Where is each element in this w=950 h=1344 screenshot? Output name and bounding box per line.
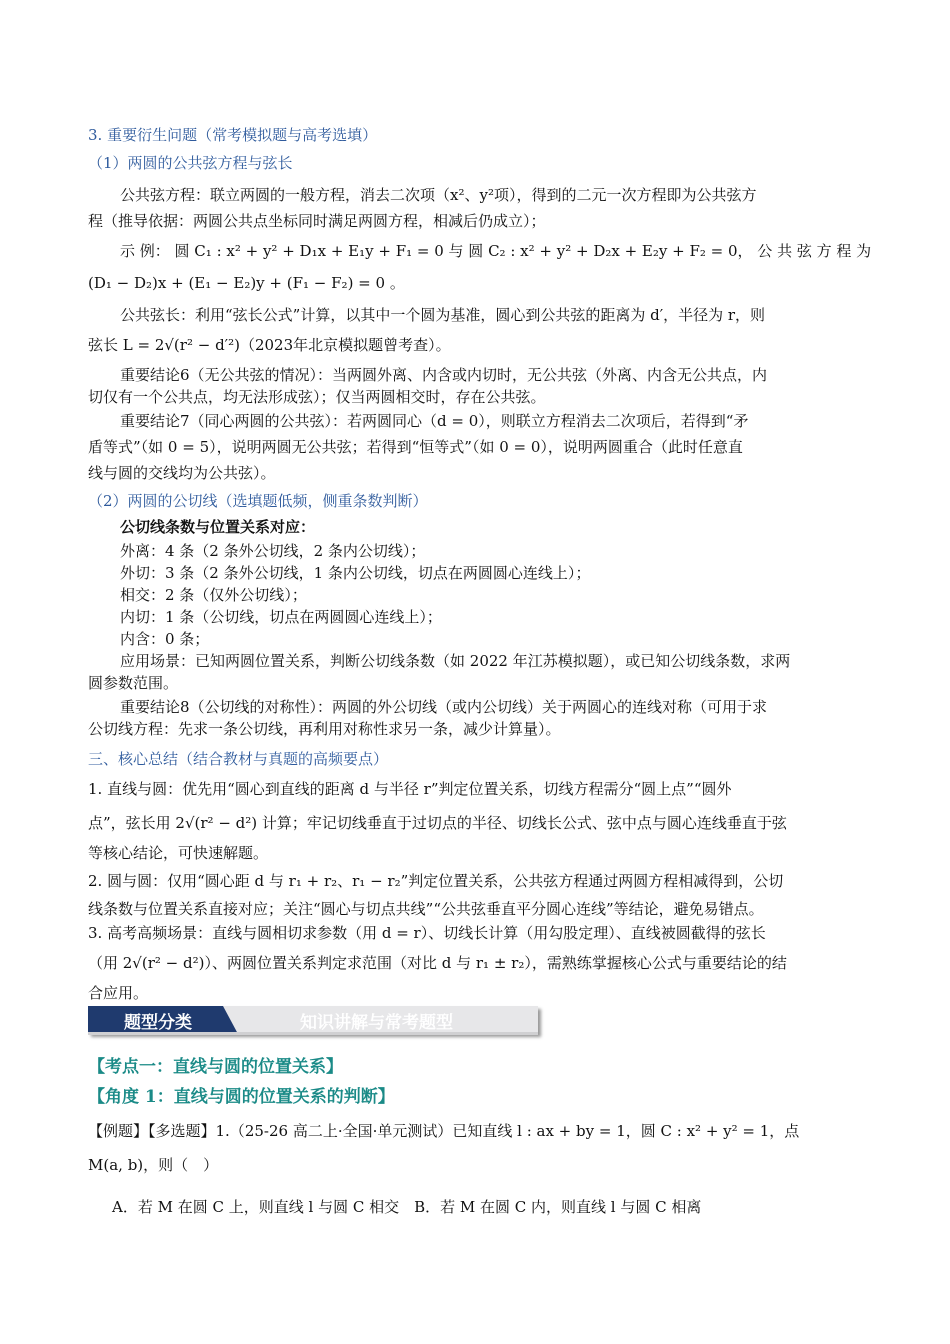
kaodian-heading: 【考点一：直线与圆的位置关系】 (88, 1057, 343, 1077)
tangent-item: 相交：2 条（仅外公切线）； (120, 586, 307, 604)
section-derived-title: 3. 重要衍生问题（常考模拟题与高考选填） (88, 126, 378, 144)
example-options: A．若 M 在圆 C 上，则直线 l 与圆 C 相交 B．若 M 在圆 C 内，则直线 l 与圆 C 相离 (112, 1198, 702, 1216)
example-paragraph: 示 例： 圆 C₁ : x² + y² + D₁x + E₁y + F₁ = 0 与 圆 C₂ : x² + y² + D₂x + E₂y + F₂ = 0， 公 共 弦 方 程 为 (120, 242, 872, 260)
example-paragraph-2: (D₁ − D₂)x + (E₁ − E₂)y + (F₁ − F₂) = 0 。 (88, 274, 405, 292)
tangent-item: 外切：3 条（2 条外公切线，1 条内公切线，切点在两圆圆心连线上）； (120, 564, 591, 582)
section-tangent-title: （2）两圆的公切线（选填题低频，侧重条数判断） (88, 492, 428, 510)
application-paragraph-2: 圆参数范围。 (88, 674, 179, 692)
example-question: 【例题】【多选题】1.（25-26 高二上·全国·单元测试）已知直线 l : ax + by = 1，圆 C : x² + y² = 1，点 (88, 1122, 800, 1140)
summary-1: 1. 直线与圆：优先用“圆心到直线的距离 d 与半径 r”判定位置关系，切线方程需分“圆上点”“圆外 (88, 780, 732, 798)
chord-length-paragraph: 公共弦长：利用“弦长公式”计算，以其中一个圆为基准，圆心到公共弦的距离为 d′，半径为 r，则 (120, 306, 766, 324)
summary-3: 3. 高考高频场景：直线与圆相切求参数（用 d = r）、切线长计算（用勾股定理）、直线被圆截得的弦长 (88, 924, 766, 942)
conclusion-7-2: 盾等式”（如 0 = 5），说明两圆无公共弦；若得到“恒等式”（如 0 = 0），说明两圆重合（此时任意直 (88, 438, 743, 456)
conclusion-6: 重要结论6（无公共弦的情况）：当两圆外离、内含或内切时，无公共弦（外离、内含无公共点，内 (120, 366, 768, 384)
conclusion-7-3: 线与圆的交线均为公共弦）。 (88, 464, 276, 482)
chord-length-paragraph-2: 弦长 L = 2√(r² − d′²)（2023年北京模拟题曾考查）。 (88, 336, 451, 354)
summary-2-2: 线条数与位置关系直接对应；关注“圆心与切点共线”“公共弦垂直平分圆心连线”等结论，避免易错点。 (88, 900, 764, 918)
banner-left-label: 题型分类 (124, 1013, 192, 1033)
jiaodu-heading: 【角度 1：直线与圆的位置关系的判断】 (88, 1087, 395, 1107)
tangent-item: 内含：0 条； (120, 630, 210, 648)
conclusion-6-2: 切仅有一个公共点，均无法形成弦）；仅当两圆相交时，存在公共弦。 (88, 388, 546, 406)
banner-right-label: 知识讲解与常考题型 (300, 1013, 453, 1033)
summary-1-2: 点”，弦长用 2√(r² − d²) 计算；牢记切线垂直于过切点的半径、切线长公式、弦中点与圆心连线垂直于弦 (88, 814, 787, 832)
tangent-item: 外离：4 条（2 条外公切线，2 条内公切线）； (120, 542, 426, 560)
section-chord-title: （1）两圆的公共弦方程与弦长 (88, 154, 293, 172)
conclusion-7: 重要结论7（同心两圆的公共弦）：若两圆同心（d = 0），则联立方程消去二次项后，若得到“矛 (120, 412, 749, 430)
summary-3-2: （用 2√(r² − d²)）、两圆位置关系判定求范围（对比 d 与 r₁ ± r₂），需熟练掌握核心公式与重要结论的结 (88, 954, 787, 972)
chord-equation-paragraph-2: 程（推导依据：两圆公共点坐标同时满足两圆方程，相减后仍成立）； (88, 212, 546, 230)
summary-1-3: 等核心结论，可快速解题。 (88, 844, 269, 862)
tangent-item: 内切：1 条（公切线，切点在两圆圆心连线上）； (120, 608, 442, 626)
question-type-banner (88, 1006, 538, 1036)
conclusion-8: 重要结论8（公切线的对称性）：两圆的外公切线（或内公切线）关于两圆心的连线对称（可用于求 (120, 698, 768, 716)
conclusion-8-2: 公切线方程：先求一条公切线，再利用对称性求另一条，减少计算量）。 (88, 720, 561, 738)
summary-2: 2. 圆与圆：仅用“圆心距 d 与 r₁ + r₂、r₁ − r₂”判定位置关系，公共弦方程通过两圆方程相减得到，公切 (88, 872, 784, 890)
chord-equation-paragraph: 公共弦方程：联立两圆的一般方程，消去二次项（x²、y²项），得到的二元一次方程即为公共弦方 (120, 186, 757, 204)
example-question-2: M(a, b)，则（ ） (88, 1156, 219, 1174)
summary-title: 三、核心总结（结合教材与真题的高频要点） (88, 750, 389, 768)
summary-3-3: 合应用。 (88, 984, 149, 1002)
tangent-heading: 公切线条数与位置关系对应： (120, 518, 316, 536)
application-paragraph: 应用场景：已知两圆位置关系，判断公切线条数（如 2022 年江苏模拟题），或已知公切线条数，求两 (120, 652, 791, 670)
